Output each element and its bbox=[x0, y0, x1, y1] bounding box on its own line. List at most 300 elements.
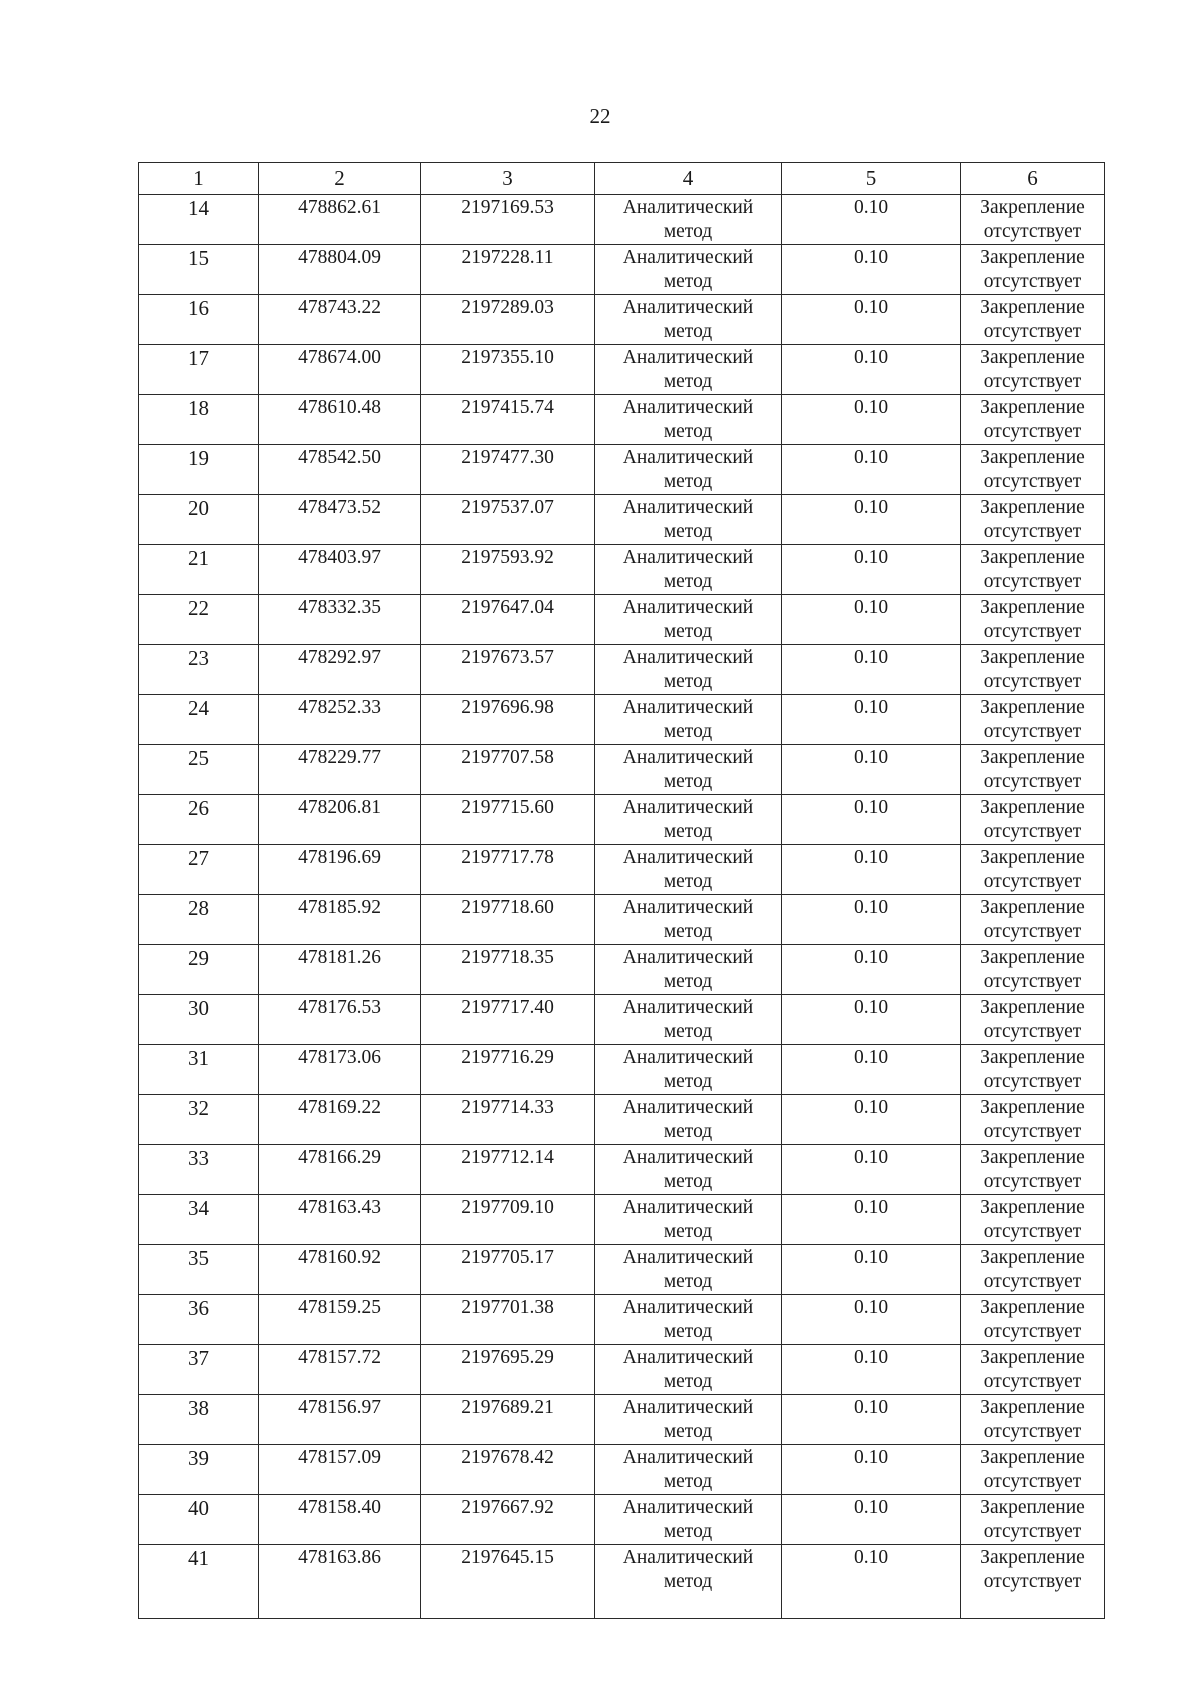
x-coordinate-cell: 478196.69 bbox=[259, 845, 421, 895]
fixation-cell bbox=[961, 695, 1105, 745]
y-coordinate-cell: 2197689.21 bbox=[421, 1395, 595, 1445]
point-number-cell: 24 bbox=[139, 695, 259, 745]
y-coordinate-cell: 2197717.78 bbox=[421, 845, 595, 895]
accuracy-cell: 0.10 bbox=[782, 1195, 961, 1245]
accuracy-cell: 0.10 bbox=[782, 1495, 961, 1545]
method-cell-line-1: Аналитический bbox=[622, 647, 754, 668]
point-number-cell: 20 bbox=[139, 495, 259, 545]
accuracy-cell: 0.10 bbox=[782, 1545, 961, 1619]
accuracy-cell: 0.10 bbox=[782, 495, 961, 545]
method-cell-line-2: метод bbox=[663, 671, 713, 692]
x-coordinate-cell: 478862.61 bbox=[259, 195, 421, 245]
fixation-cell bbox=[961, 295, 1105, 345]
method-cell bbox=[595, 645, 782, 695]
fixation-cell-line-1: Закрепление bbox=[980, 397, 1085, 418]
point-number-cell: 26 bbox=[139, 795, 259, 845]
fixation-cell bbox=[961, 1545, 1105, 1619]
accuracy-cell: 0.10 bbox=[782, 345, 961, 395]
fixation-cell bbox=[961, 1095, 1105, 1145]
fixation-cell-line-2: отсутствует bbox=[983, 471, 1082, 492]
fixation-cell bbox=[961, 545, 1105, 595]
table-row bbox=[139, 1095, 1105, 1145]
method-cell-line-2: метод bbox=[663, 921, 713, 942]
y-coordinate-cell: 2197705.17 bbox=[421, 1245, 595, 1295]
fixation-cell-line-2: отсутствует bbox=[983, 1121, 1082, 1142]
method-cell-line-2: метод bbox=[663, 1021, 713, 1042]
accuracy-cell: 0.10 bbox=[782, 595, 961, 645]
fixation-cell-line-2: отсутствует bbox=[983, 321, 1082, 342]
table-row bbox=[139, 995, 1105, 1045]
method-cell-line-1: Аналитический bbox=[622, 1497, 754, 1518]
method-cell-line-1: Аналитический bbox=[622, 547, 754, 568]
accuracy-cell: 0.10 bbox=[782, 545, 961, 595]
accuracy-cell: 0.10 bbox=[782, 445, 961, 495]
point-number-cell: 23 bbox=[139, 645, 259, 695]
x-coordinate-cell: 478181.26 bbox=[259, 945, 421, 995]
method-cell-line-2: метод bbox=[663, 471, 713, 492]
method-cell-line-2: метод bbox=[663, 971, 713, 992]
point-number-cell: 29 bbox=[139, 945, 259, 995]
method-cell-line-1: Аналитический bbox=[622, 1347, 754, 1368]
fixation-cell-line-2: отсутствует bbox=[983, 1571, 1082, 1592]
fixation-cell bbox=[961, 345, 1105, 395]
fixation-cell-line-2: отсутствует bbox=[983, 1471, 1082, 1492]
method-cell-line-1: Аналитический bbox=[622, 197, 754, 218]
method-cell-line-2: метод bbox=[663, 1321, 713, 1342]
fixation-cell bbox=[961, 1195, 1105, 1245]
column-header-2: 2 bbox=[259, 163, 421, 195]
x-coordinate-cell: 478206.81 bbox=[259, 795, 421, 845]
x-coordinate-cell: 478743.22 bbox=[259, 295, 421, 345]
fixation-cell bbox=[961, 945, 1105, 995]
y-coordinate-cell: 2197709.10 bbox=[421, 1195, 595, 1245]
table-row bbox=[139, 1195, 1105, 1245]
fixation-cell-line-1: Закрепление bbox=[980, 897, 1085, 918]
table-row bbox=[139, 795, 1105, 845]
method-cell-line-2: метод bbox=[663, 571, 713, 592]
fixation-cell bbox=[961, 1495, 1105, 1545]
point-number-cell: 38 bbox=[139, 1395, 259, 1445]
table-row bbox=[139, 445, 1105, 495]
x-coordinate-cell: 478176.53 bbox=[259, 995, 421, 1045]
header-row bbox=[139, 163, 1105, 195]
fixation-cell-line-2: отсутствует bbox=[983, 771, 1082, 792]
method-cell-line-2: метод bbox=[663, 521, 713, 542]
method-cell-line-1: Аналитический bbox=[622, 497, 754, 518]
column-header-5: 5 bbox=[782, 163, 961, 195]
fixation-cell bbox=[961, 595, 1105, 645]
table-row bbox=[139, 595, 1105, 645]
fixation-cell bbox=[961, 845, 1105, 895]
method-cell-line-2: метод bbox=[663, 621, 713, 642]
column-header-1: 1 bbox=[139, 163, 259, 195]
y-coordinate-cell: 2197718.60 bbox=[421, 895, 595, 945]
fixation-cell-line-1: Закрепление bbox=[980, 647, 1085, 668]
method-cell bbox=[595, 945, 782, 995]
method-cell-line-1: Аналитический bbox=[622, 997, 754, 1018]
x-coordinate-cell: 478610.48 bbox=[259, 395, 421, 445]
accuracy-cell: 0.10 bbox=[782, 1045, 961, 1095]
fixation-cell bbox=[961, 1395, 1105, 1445]
method-cell-line-2: метод bbox=[663, 1521, 713, 1542]
method-cell-line-1: Аналитический bbox=[622, 897, 754, 918]
table-row bbox=[139, 1295, 1105, 1345]
fixation-cell bbox=[961, 1345, 1105, 1395]
accuracy-cell: 0.10 bbox=[782, 1395, 961, 1445]
fixation-cell-line-2: отсутствует bbox=[983, 1321, 1082, 1342]
table-row bbox=[139, 1495, 1105, 1545]
table-row bbox=[139, 1245, 1105, 1295]
method-cell bbox=[595, 295, 782, 345]
fixation-cell-line-1: Закрепление bbox=[980, 1197, 1085, 1218]
fixation-cell-line-2: отсутствует bbox=[983, 1271, 1082, 1292]
method-cell bbox=[595, 845, 782, 895]
method-cell-line-2: метод bbox=[663, 1171, 713, 1192]
fixation-cell-line-1: Закрепление bbox=[980, 547, 1085, 568]
method-cell-line-1: Аналитический bbox=[622, 297, 754, 318]
method-cell-line-2: метод bbox=[663, 1271, 713, 1292]
accuracy-cell: 0.10 bbox=[782, 645, 961, 695]
table-body bbox=[139, 195, 1105, 1619]
method-cell-line-2: метод bbox=[663, 321, 713, 342]
fixation-cell-line-2: отсутствует bbox=[983, 821, 1082, 842]
x-coordinate-cell: 478159.25 bbox=[259, 1295, 421, 1345]
fixation-cell-line-2: отсутствует bbox=[983, 371, 1082, 392]
accuracy-cell: 0.10 bbox=[782, 845, 961, 895]
point-number-cell: 35 bbox=[139, 1245, 259, 1295]
table-row bbox=[139, 1145, 1105, 1195]
method-cell bbox=[595, 995, 782, 1045]
x-coordinate-cell: 478403.97 bbox=[259, 545, 421, 595]
method-cell-line-2: метод bbox=[663, 1421, 713, 1442]
method-cell bbox=[595, 1445, 782, 1495]
point-number-cell: 36 bbox=[139, 1295, 259, 1345]
table-row bbox=[139, 745, 1105, 795]
method-cell-line-1: Аналитический bbox=[622, 597, 754, 618]
table-row bbox=[139, 245, 1105, 295]
fixation-cell bbox=[961, 745, 1105, 795]
fixation-cell-line-1: Закрепление bbox=[980, 247, 1085, 268]
x-coordinate-cell: 478160.92 bbox=[259, 1245, 421, 1295]
point-number-cell: 33 bbox=[139, 1145, 259, 1195]
method-cell-line-2: метод bbox=[663, 421, 713, 442]
fixation-cell-line-2: отсутствует bbox=[983, 1421, 1082, 1442]
x-coordinate-cell: 478292.97 bbox=[259, 645, 421, 695]
y-coordinate-cell: 2197169.53 bbox=[421, 195, 595, 245]
method-cell bbox=[595, 345, 782, 395]
fixation-cell bbox=[961, 995, 1105, 1045]
method-cell-line-2: метод bbox=[663, 271, 713, 292]
method-cell bbox=[595, 545, 782, 595]
fixation-cell-line-1: Закрепление bbox=[980, 947, 1085, 968]
y-coordinate-cell: 2197714.33 bbox=[421, 1095, 595, 1145]
fixation-cell-line-1: Закрепление bbox=[980, 597, 1085, 618]
method-cell-line-2: метод bbox=[663, 371, 713, 392]
fixation-cell-line-2: отсутствует bbox=[983, 1021, 1082, 1042]
y-coordinate-cell: 2197678.42 bbox=[421, 1445, 595, 1495]
y-coordinate-cell: 2197593.92 bbox=[421, 545, 595, 595]
y-coordinate-cell: 2197477.30 bbox=[421, 445, 595, 495]
column-header-4: 4 bbox=[595, 163, 782, 195]
method-cell-line-1: Аналитический bbox=[622, 1247, 754, 1268]
fixation-cell bbox=[961, 1445, 1105, 1495]
accuracy-cell: 0.10 bbox=[782, 995, 961, 1045]
table-row bbox=[139, 345, 1105, 395]
x-coordinate-cell: 478173.06 bbox=[259, 1045, 421, 1095]
method-cell-line-2: метод bbox=[663, 871, 713, 892]
method-cell-line-1: Аналитический bbox=[622, 1547, 754, 1568]
point-number-cell: 22 bbox=[139, 595, 259, 645]
fixation-cell-line-2: отсутствует bbox=[983, 421, 1082, 442]
point-number-cell: 41 bbox=[139, 1545, 259, 1619]
fixation-cell-line-2: отсутствует bbox=[983, 671, 1082, 692]
method-cell bbox=[595, 595, 782, 645]
method-cell-line-1: Аналитический bbox=[622, 1297, 754, 1318]
table-row bbox=[139, 895, 1105, 945]
y-coordinate-cell: 2197355.10 bbox=[421, 345, 595, 395]
y-coordinate-cell: 2197716.29 bbox=[421, 1045, 595, 1095]
accuracy-cell: 0.10 bbox=[782, 195, 961, 245]
y-coordinate-cell: 2197715.60 bbox=[421, 795, 595, 845]
table-row bbox=[139, 945, 1105, 995]
method-cell-line-1: Аналитический bbox=[622, 947, 754, 968]
fixation-cell-line-2: отсутствует bbox=[983, 1371, 1082, 1392]
point-number-cell: 27 bbox=[139, 845, 259, 895]
method-cell-line-1: Аналитический bbox=[622, 1447, 754, 1468]
fixation-cell-line-2: отсутствует bbox=[983, 1071, 1082, 1092]
method-cell bbox=[595, 395, 782, 445]
fixation-cell-line-1: Закрепление bbox=[980, 347, 1085, 368]
method-cell bbox=[595, 1195, 782, 1245]
method-cell bbox=[595, 1095, 782, 1145]
y-coordinate-cell: 2197289.03 bbox=[421, 295, 595, 345]
fixation-cell-line-1: Закрепление bbox=[980, 497, 1085, 518]
x-coordinate-cell: 478674.00 bbox=[259, 345, 421, 395]
fixation-cell-line-1: Закрепление bbox=[980, 847, 1085, 868]
x-coordinate-cell: 478169.22 bbox=[259, 1095, 421, 1145]
point-number-cell: 17 bbox=[139, 345, 259, 395]
accuracy-cell: 0.10 bbox=[782, 795, 961, 845]
method-cell bbox=[595, 745, 782, 795]
x-coordinate-cell: 478252.33 bbox=[259, 695, 421, 745]
method-cell-line-1: Аналитический bbox=[622, 1397, 754, 1418]
point-number-cell: 30 bbox=[139, 995, 259, 1045]
fixation-cell-line-2: отсутствует bbox=[983, 571, 1082, 592]
table-row bbox=[139, 1045, 1105, 1095]
y-coordinate-cell: 2197696.98 bbox=[421, 695, 595, 745]
y-coordinate-cell: 2197645.15 bbox=[421, 1545, 595, 1619]
method-cell-line-1: Аналитический bbox=[622, 1097, 754, 1118]
method-cell-line-1: Аналитический bbox=[622, 397, 754, 418]
fixation-cell-line-2: отсутствует bbox=[983, 1171, 1082, 1192]
fixation-cell-line-1: Закрепление bbox=[980, 1397, 1085, 1418]
column-header-6: 6 bbox=[961, 163, 1105, 195]
table-row bbox=[139, 695, 1105, 745]
method-cell bbox=[595, 1045, 782, 1095]
point-number-cell: 32 bbox=[139, 1095, 259, 1145]
method-cell bbox=[595, 1545, 782, 1619]
fixation-cell bbox=[961, 395, 1105, 445]
table-row bbox=[139, 495, 1105, 545]
fixation-cell-line-2: отсутствует bbox=[983, 521, 1082, 542]
method-cell bbox=[595, 245, 782, 295]
y-coordinate-cell: 2197695.29 bbox=[421, 1345, 595, 1395]
fixation-cell bbox=[961, 895, 1105, 945]
table-row bbox=[139, 395, 1105, 445]
fixation-cell-line-1: Закрепление bbox=[980, 297, 1085, 318]
y-coordinate-cell: 2197712.14 bbox=[421, 1145, 595, 1195]
fixation-cell-line-1: Закрепление bbox=[980, 1297, 1085, 1318]
fixation-cell bbox=[961, 495, 1105, 545]
fixation-cell-line-1: Закрепление bbox=[980, 1547, 1085, 1568]
accuracy-cell: 0.10 bbox=[782, 1345, 961, 1395]
y-coordinate-cell: 2197415.74 bbox=[421, 395, 595, 445]
fixation-cell-line-1: Закрепление bbox=[980, 447, 1085, 468]
method-cell bbox=[595, 695, 782, 745]
method-cell-line-1: Аналитический bbox=[622, 847, 754, 868]
table-row bbox=[139, 1445, 1105, 1495]
point-number-cell: 31 bbox=[139, 1045, 259, 1095]
fixation-cell-line-2: отсутствует bbox=[983, 1221, 1082, 1242]
accuracy-cell: 0.10 bbox=[782, 1295, 961, 1345]
method-cell-line-2: метод bbox=[663, 1121, 713, 1142]
method-cell-line-1: Аналитический bbox=[622, 747, 754, 768]
method-cell-line-2: метод bbox=[663, 1221, 713, 1242]
y-coordinate-cell: 2197537.07 bbox=[421, 495, 595, 545]
point-number-cell: 15 bbox=[139, 245, 259, 295]
x-coordinate-cell: 478157.09 bbox=[259, 1445, 421, 1495]
table-row bbox=[139, 645, 1105, 695]
fixation-cell bbox=[961, 1045, 1105, 1095]
table-row bbox=[139, 1545, 1105, 1619]
method-cell bbox=[595, 795, 782, 845]
point-number-cell: 19 bbox=[139, 445, 259, 495]
column-header-3: 3 bbox=[421, 163, 595, 195]
fixation-cell-line-1: Закрепление bbox=[980, 1447, 1085, 1468]
accuracy-cell: 0.10 bbox=[782, 1245, 961, 1295]
method-cell-line-2: метод bbox=[663, 821, 713, 842]
method-cell-line-2: метод bbox=[663, 771, 713, 792]
method-cell-line-1: Аналитический bbox=[622, 1147, 754, 1168]
x-coordinate-cell: 478163.43 bbox=[259, 1195, 421, 1245]
method-cell bbox=[595, 1345, 782, 1395]
method-cell-line-2: метод bbox=[663, 221, 713, 242]
fixation-cell-line-2: отсутствует bbox=[983, 971, 1082, 992]
method-cell-line-2: метод bbox=[663, 721, 713, 742]
method-cell-line-1: Аналитический bbox=[622, 697, 754, 718]
fixation-cell-line-1: Закрепление bbox=[980, 747, 1085, 768]
method-cell-line-1: Аналитический bbox=[622, 1197, 754, 1218]
method-cell-line-1: Аналитический bbox=[622, 347, 754, 368]
fixation-cell-line-1: Закрепление bbox=[980, 197, 1085, 218]
point-number-cell: 16 bbox=[139, 295, 259, 345]
x-coordinate-cell: 478542.50 bbox=[259, 445, 421, 495]
method-cell-line-1: Аналитический bbox=[622, 447, 754, 468]
method-cell-line-2: метод bbox=[663, 1571, 713, 1592]
accuracy-cell: 0.10 bbox=[782, 695, 961, 745]
y-coordinate-cell: 2197718.35 bbox=[421, 945, 595, 995]
fixation-cell bbox=[961, 645, 1105, 695]
fixation-cell-line-1: Закрепление bbox=[980, 1497, 1085, 1518]
fixation-cell-line-1: Закрепление bbox=[980, 1247, 1085, 1268]
method-cell bbox=[595, 895, 782, 945]
accuracy-cell: 0.10 bbox=[782, 245, 961, 295]
point-number-cell: 37 bbox=[139, 1345, 259, 1395]
fixation-cell-line-1: Закрепление bbox=[980, 997, 1085, 1018]
method-cell-line-2: метод bbox=[663, 1471, 713, 1492]
method-cell bbox=[595, 495, 782, 545]
x-coordinate-cell: 478157.72 bbox=[259, 1345, 421, 1395]
x-coordinate-cell: 478229.77 bbox=[259, 745, 421, 795]
fixation-cell-line-2: отсутствует bbox=[983, 721, 1082, 742]
fixation-cell-line-1: Закрепление bbox=[980, 697, 1085, 718]
method-cell bbox=[595, 1495, 782, 1545]
fixation-cell-line-2: отсутствует bbox=[983, 1521, 1082, 1542]
method-cell-line-1: Аналитический bbox=[622, 247, 754, 268]
accuracy-cell: 0.10 bbox=[782, 395, 961, 445]
x-coordinate-cell: 478332.35 bbox=[259, 595, 421, 645]
fixation-cell bbox=[961, 245, 1105, 295]
fixation-cell-line-1: Закрепление bbox=[980, 1047, 1085, 1068]
x-coordinate-cell: 478163.86 bbox=[259, 1545, 421, 1619]
accuracy-cell: 0.10 bbox=[782, 745, 961, 795]
method-cell bbox=[595, 1295, 782, 1345]
method-cell-line-2: метод bbox=[663, 1371, 713, 1392]
method-cell-line-1: Аналитический bbox=[622, 1047, 754, 1068]
fixation-cell-line-1: Закрепление bbox=[980, 1097, 1085, 1118]
x-coordinate-cell: 478804.09 bbox=[259, 245, 421, 295]
y-coordinate-cell: 2197717.40 bbox=[421, 995, 595, 1045]
coordinates-table bbox=[138, 162, 1105, 1619]
point-number-cell: 25 bbox=[139, 745, 259, 795]
fixation-cell-line-2: отсутствует bbox=[983, 271, 1082, 292]
point-number-cell: 39 bbox=[139, 1445, 259, 1495]
x-coordinate-cell: 478156.97 bbox=[259, 1395, 421, 1445]
point-number-cell: 21 bbox=[139, 545, 259, 595]
table-row bbox=[139, 545, 1105, 595]
fixation-cell-line-2: отсутствует bbox=[983, 221, 1082, 242]
y-coordinate-cell: 2197228.11 bbox=[421, 245, 595, 295]
x-coordinate-cell: 478185.92 bbox=[259, 895, 421, 945]
fixation-cell bbox=[961, 795, 1105, 845]
table-row bbox=[139, 295, 1105, 345]
fixation-cell-line-1: Закрепление bbox=[980, 1147, 1085, 1168]
x-coordinate-cell: 478166.29 bbox=[259, 1145, 421, 1195]
point-number-cell: 28 bbox=[139, 895, 259, 945]
accuracy-cell: 0.10 bbox=[782, 945, 961, 995]
fixation-cell bbox=[961, 1145, 1105, 1195]
method-cell-line-2: метод bbox=[663, 1071, 713, 1092]
point-number-cell: 40 bbox=[139, 1495, 259, 1545]
x-coordinate-cell: 478158.40 bbox=[259, 1495, 421, 1545]
accuracy-cell: 0.10 bbox=[782, 1445, 961, 1495]
table-row bbox=[139, 845, 1105, 895]
point-number-cell: 18 bbox=[139, 395, 259, 445]
accuracy-cell: 0.10 bbox=[782, 1095, 961, 1145]
fixation-cell bbox=[961, 195, 1105, 245]
accuracy-cell: 0.10 bbox=[782, 1145, 961, 1195]
table-row bbox=[139, 1395, 1105, 1445]
page-number: 22 bbox=[589, 104, 611, 128]
x-coordinate-cell: 478473.52 bbox=[259, 495, 421, 545]
fixation-cell-line-1: Закрепление bbox=[980, 797, 1085, 818]
method-cell bbox=[595, 1395, 782, 1445]
method-cell-line-1: Аналитический bbox=[622, 797, 754, 818]
fixation-cell-line-2: отсутствует bbox=[983, 921, 1082, 942]
y-coordinate-cell: 2197647.04 bbox=[421, 595, 595, 645]
method-cell bbox=[595, 195, 782, 245]
y-coordinate-cell: 2197707.58 bbox=[421, 745, 595, 795]
